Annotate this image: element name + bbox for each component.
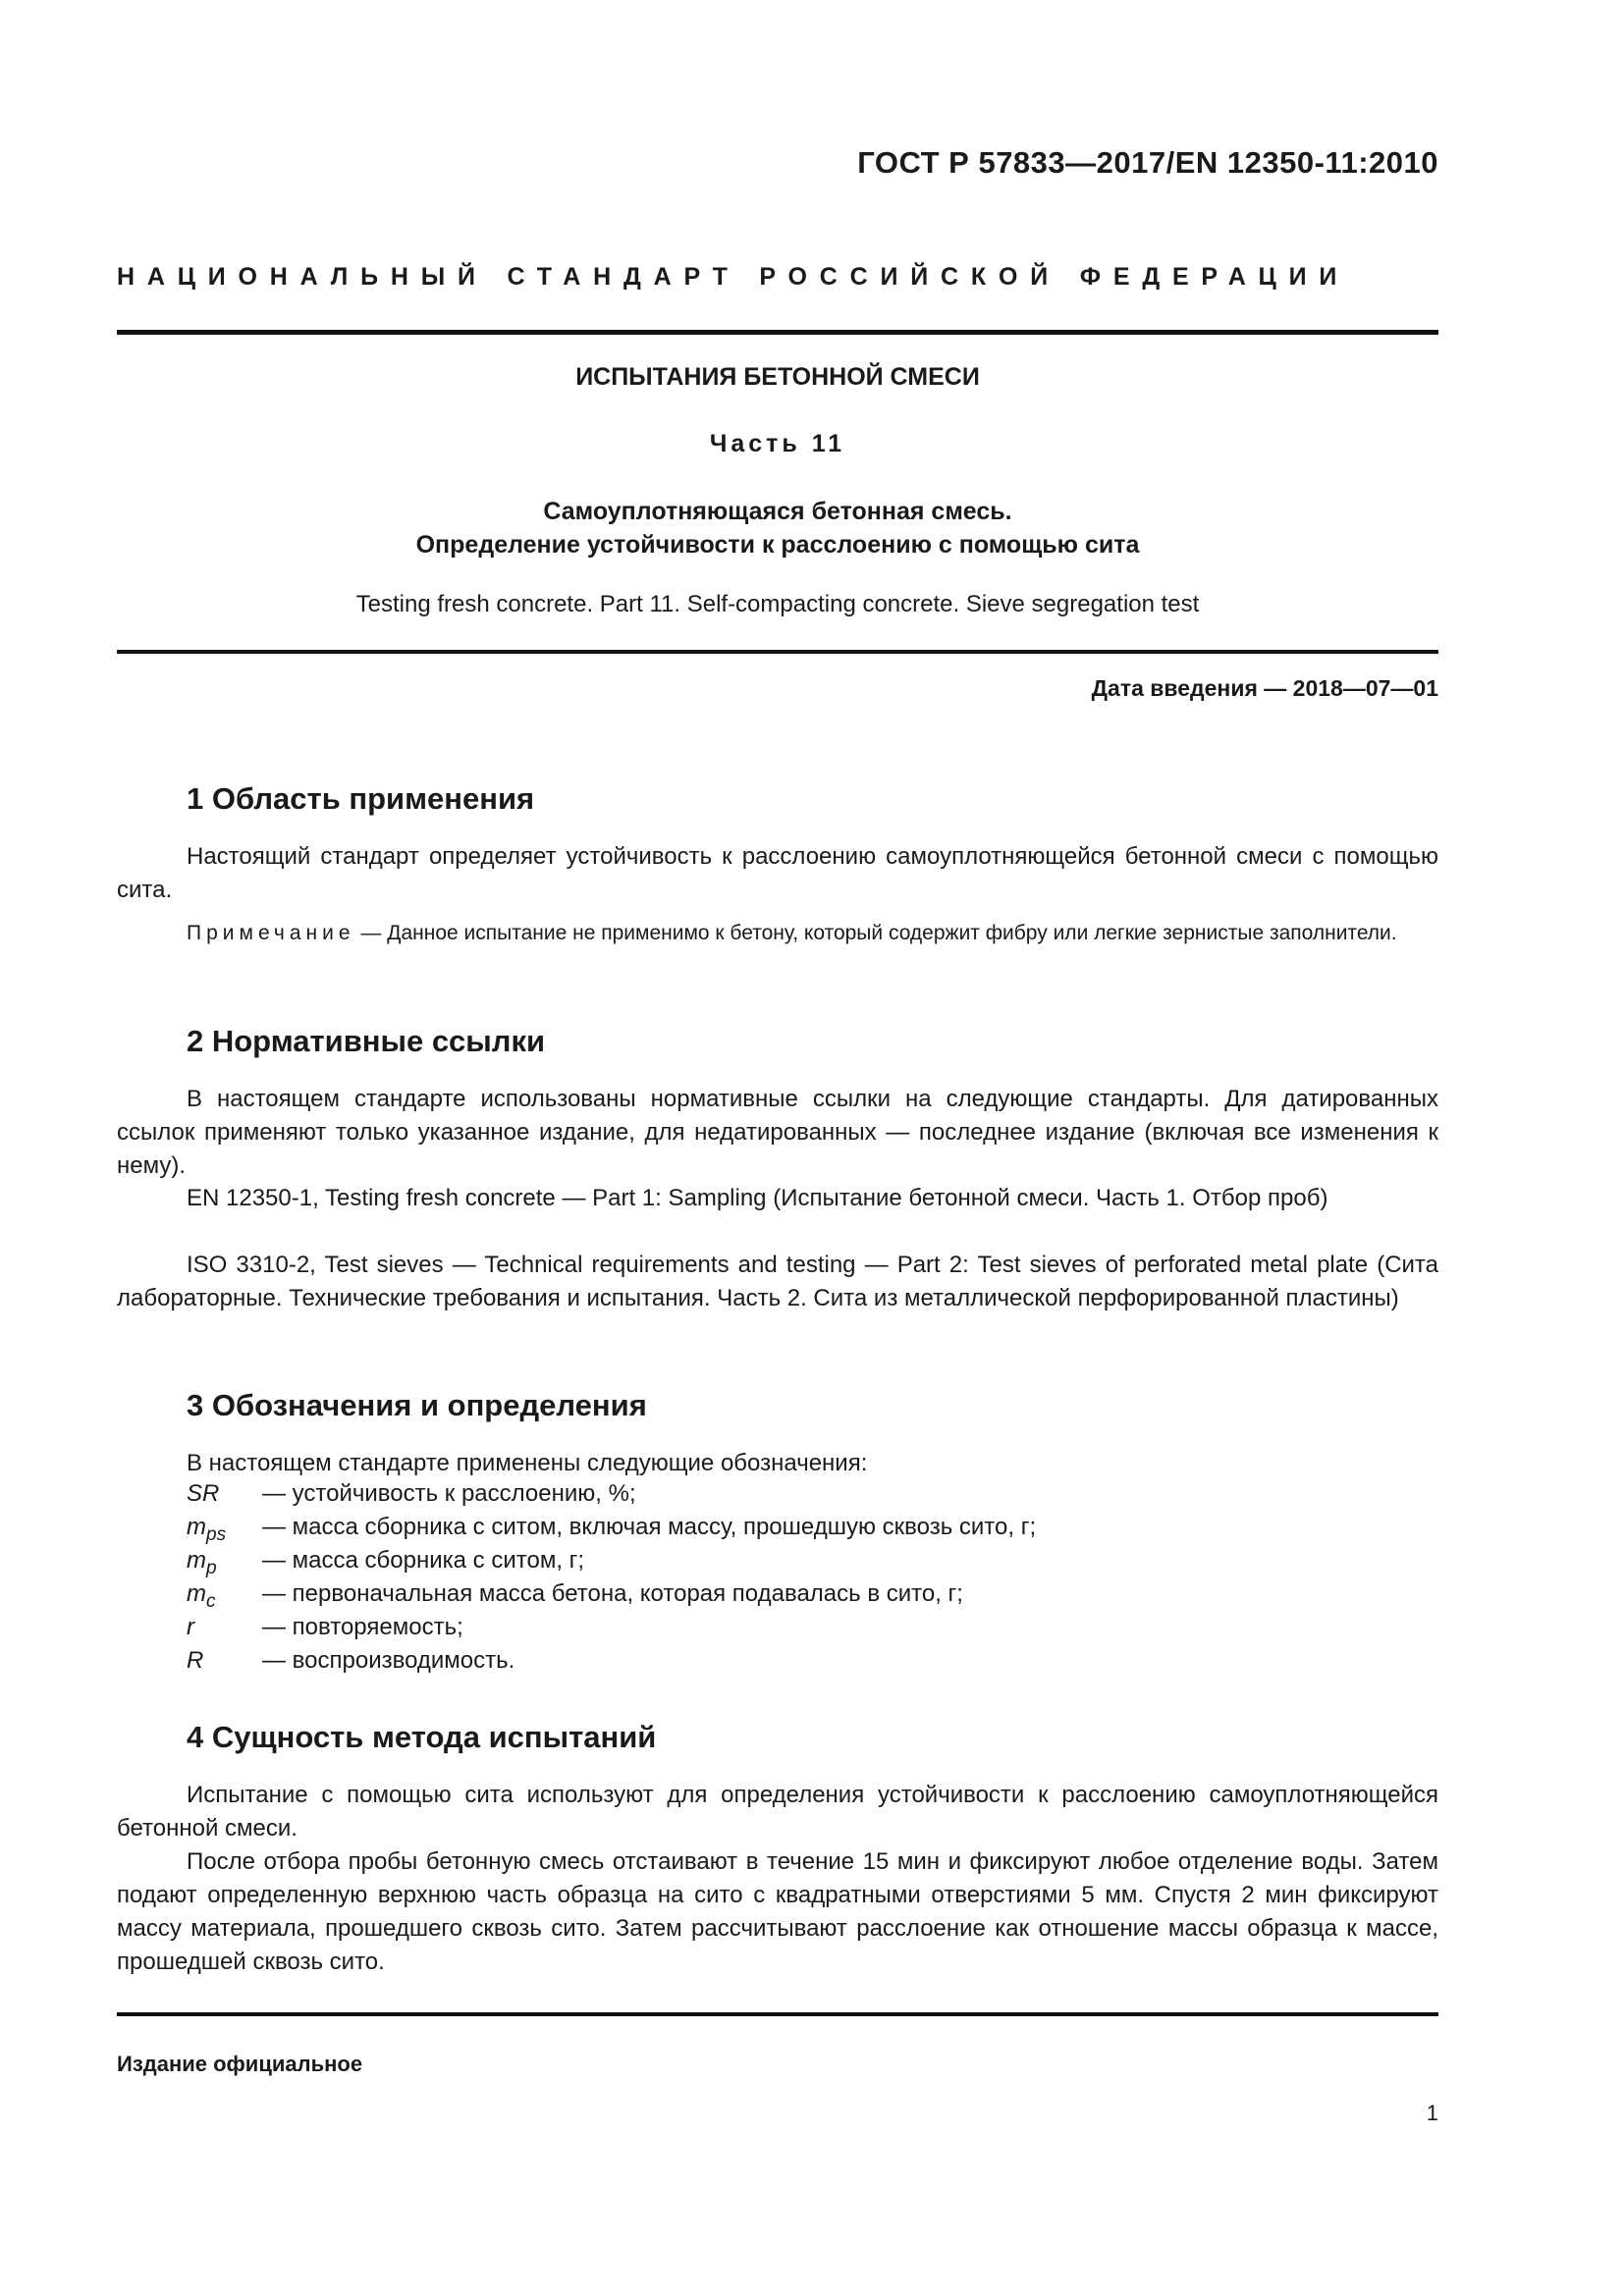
symbol-description: — воспроизводимость.	[262, 1647, 515, 1674]
symbol: $m_{ps}$	[187, 1514, 227, 1545]
section-2-ref-en-12350-1: EN 12350-1, Testing fresh concrete — Part 1: Sampling (Испытание бетонной смеси. Часть 1. Отбор проб)	[187, 1185, 1328, 1211]
section-2-ref-iso-3310-2: ISO 3310-2, Test sieves — Technical requirements and testing — Part 2: Test sieves of perforated metal plate (Сита лабораторные. Технические требования и испытания. Часть 2. Сита из металлической перфорированной пластины)	[117, 1252, 1438, 1311]
section-2-para-1: В настоящем стандарте использованы нормативные ссылки на следующие стандарты. Для датированных ссылок применяют только указанное издание, для недатированных — последнее издание (включая все изменения к нему).	[117, 1086, 1438, 1179]
section-2-heading: 2 Нормативные ссылки	[187, 1024, 546, 1058]
english-title: Testing fresh concrete. Part 11. Self-compacting concrete. Sieve segregation test	[355, 591, 1200, 617]
subtitle-line-1: Самоуплотняющаяся бетонная смесь.	[543, 498, 1012, 525]
subtitle-line-2: Определение устойчивости к расслоению с помощью сита	[415, 531, 1140, 559]
standard-designation: ГОСТ Р 57833—2017/EN 12350-11:2010	[857, 145, 1438, 180]
note-label: Примечание	[187, 922, 355, 944]
national-standard-banner: НАЦИОНАЛЬНЫЙ СТАНДАРТ РОССИЙСКОЙ ФЕДЕРАЦИИ	[117, 263, 1350, 291]
symbol: R	[187, 1647, 204, 1674]
section-1-heading: 1 Область применения	[187, 781, 535, 816]
section-4-para-1: Испытание с помощью сита используют для определения устойчивости к расслоению самоуплотняющейся бетонной смеси.	[117, 1782, 1438, 1842]
page-number: 1	[1426, 2101, 1438, 2125]
title-rule	[117, 650, 1438, 654]
symbol-description: — масса сборника с ситом, включая массу, прошедшую сквозь сито, г;	[262, 1514, 1037, 1540]
section-3-heading: 3 Обозначения и определения	[187, 1388, 647, 1422]
header-rule	[117, 330, 1438, 335]
symbol: $m_p$	[187, 1547, 217, 1578]
section-4-para-2: После отбора пробы бетонную смесь отстаивают в течение 15 мин и фиксируют любое отделение воды. Затем подают определенную верхнюю часть образца на сито с квадратными отверстиями 5 мм. Спустя 2 мин фиксируют массу материала, прошедшего сквозь сито. Затем рассчитывают расслоение как отношение массы образца к массе, прошедшей сквозь сито.	[117, 1848, 1438, 1975]
footer-rule	[117, 2012, 1438, 2016]
introduction-date: Дата введения — 2018—07—01	[1091, 675, 1438, 701]
symbol-description: — повторяемость;	[262, 1614, 463, 1640]
edition-label: Издание официальное	[117, 2052, 363, 2076]
part-number: Часть 11	[709, 430, 846, 457]
section-1-text: Настоящий стандарт определяет устойчивость к расслоению самоуплотняющейся бетонной смеси с помощью сита.	[117, 843, 1438, 903]
symbol: $m_c$	[187, 1580, 216, 1612]
section-4-heading: 4 Сущность метода испытаний	[187, 1720, 657, 1754]
symbol-description: — первоначальная масса бетона, которая подавалась в сито, г;	[262, 1580, 963, 1607]
symbol-description: — масса сборника с ситом, г;	[262, 1547, 585, 1574]
symbol: r	[187, 1614, 194, 1640]
document-title: ИСПЫТАНИЯ БЕТОННОЙ СМЕСИ	[575, 363, 980, 391]
symbol-description: — устойчивость к расслоению, %;	[262, 1480, 636, 1507]
section-3-intro: В настоящем стандарте применены следующие обозначения:	[187, 1450, 868, 1476]
section-1-note: Примечание — Данное испытание не применимо к бетону, который содержит фибру или легкие зернистые заполнители.	[187, 922, 1397, 944]
document-subtitle	[117, 495, 1438, 561]
symbol: SR	[187, 1480, 220, 1507]
